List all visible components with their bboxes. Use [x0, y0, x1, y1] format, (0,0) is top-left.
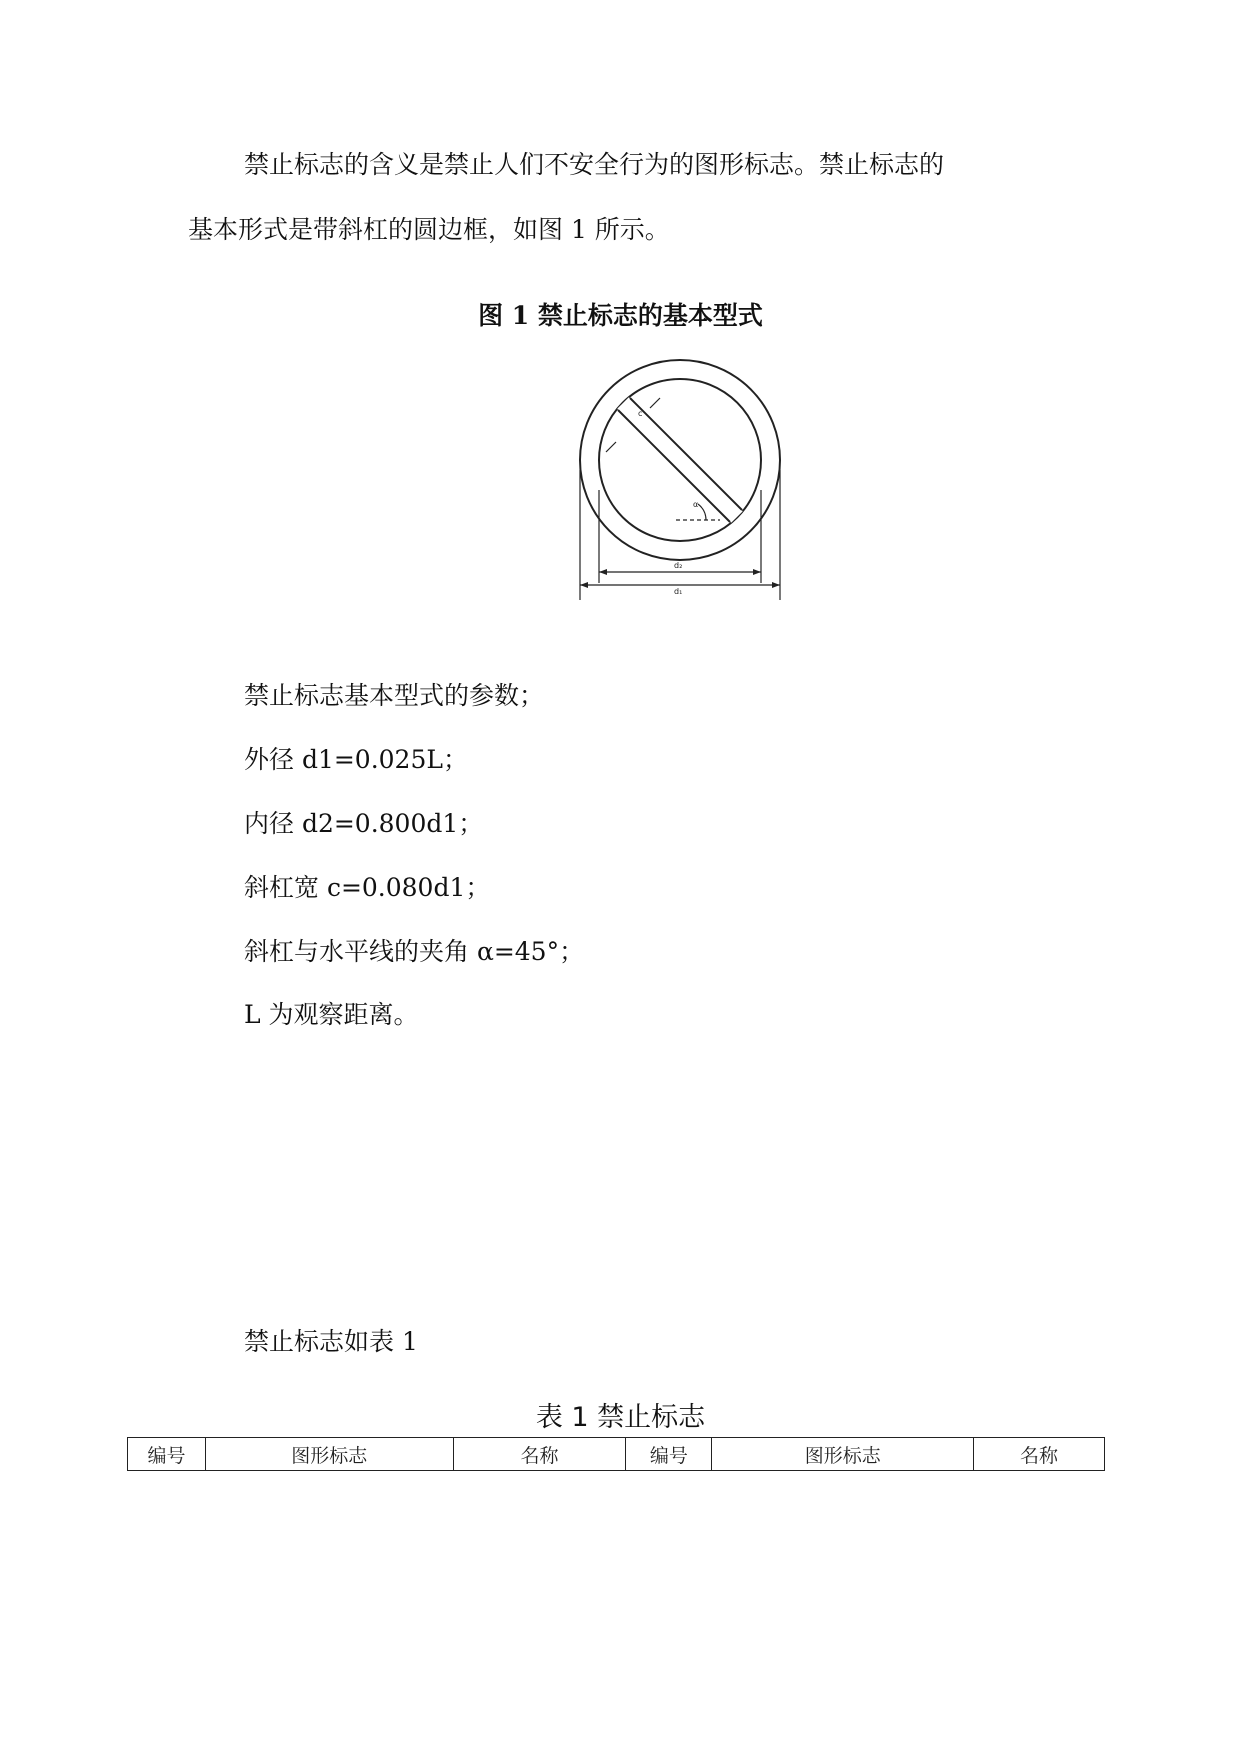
param-inner-diameter: 内径 d2=0.800d1； [244, 809, 484, 838]
label-alpha: α [693, 500, 699, 509]
bar-edge-1 [618, 410, 730, 522]
header-sign-graphic: 图形标志 [205, 1438, 453, 1471]
label-c: c [638, 409, 643, 418]
header-name: 名称 [974, 1438, 1105, 1471]
label-d2: d₂ [674, 561, 683, 570]
table-title: 表 1 禁止标志 [535, 1402, 706, 1433]
intro-line-2: 基本形式是带斜杠的圆边框，如图 1 所示。 [188, 215, 670, 244]
label-d1: d₁ [674, 587, 683, 596]
params-heading: 禁止标志基本型式的参数； [244, 681, 545, 710]
prohibition-signs-table [127, 1437, 1105, 1471]
param-bar-angle: 斜杠与水平线的夹角 α=45°； [244, 937, 585, 966]
header-number: 编号 [626, 1438, 712, 1471]
param-observation-distance: L 为观察距离。 [244, 1000, 419, 1029]
table-intro: 禁止标志如表 1 [244, 1327, 418, 1356]
figure-title: 图 1 禁止标志的基本型式 [478, 301, 763, 330]
header-sign-graphic: 图形标志 [712, 1438, 974, 1471]
table-header-row [128, 1438, 1105, 1471]
prohibition-sign-diagram [570, 350, 800, 600]
param-outer-diameter: 外径 d1=0.025L； [244, 745, 468, 774]
intro-line-1: 禁止标志的含义是禁止人们不安全行为的图形标志。禁止标志的 [244, 150, 945, 179]
header-name: 名称 [453, 1438, 626, 1471]
bar-edge-2 [630, 398, 742, 510]
header-number: 编号 [128, 1438, 206, 1471]
bar-mask [623, 403, 737, 517]
param-bar-width: 斜杠宽 c=0.080d1； [244, 873, 491, 902]
